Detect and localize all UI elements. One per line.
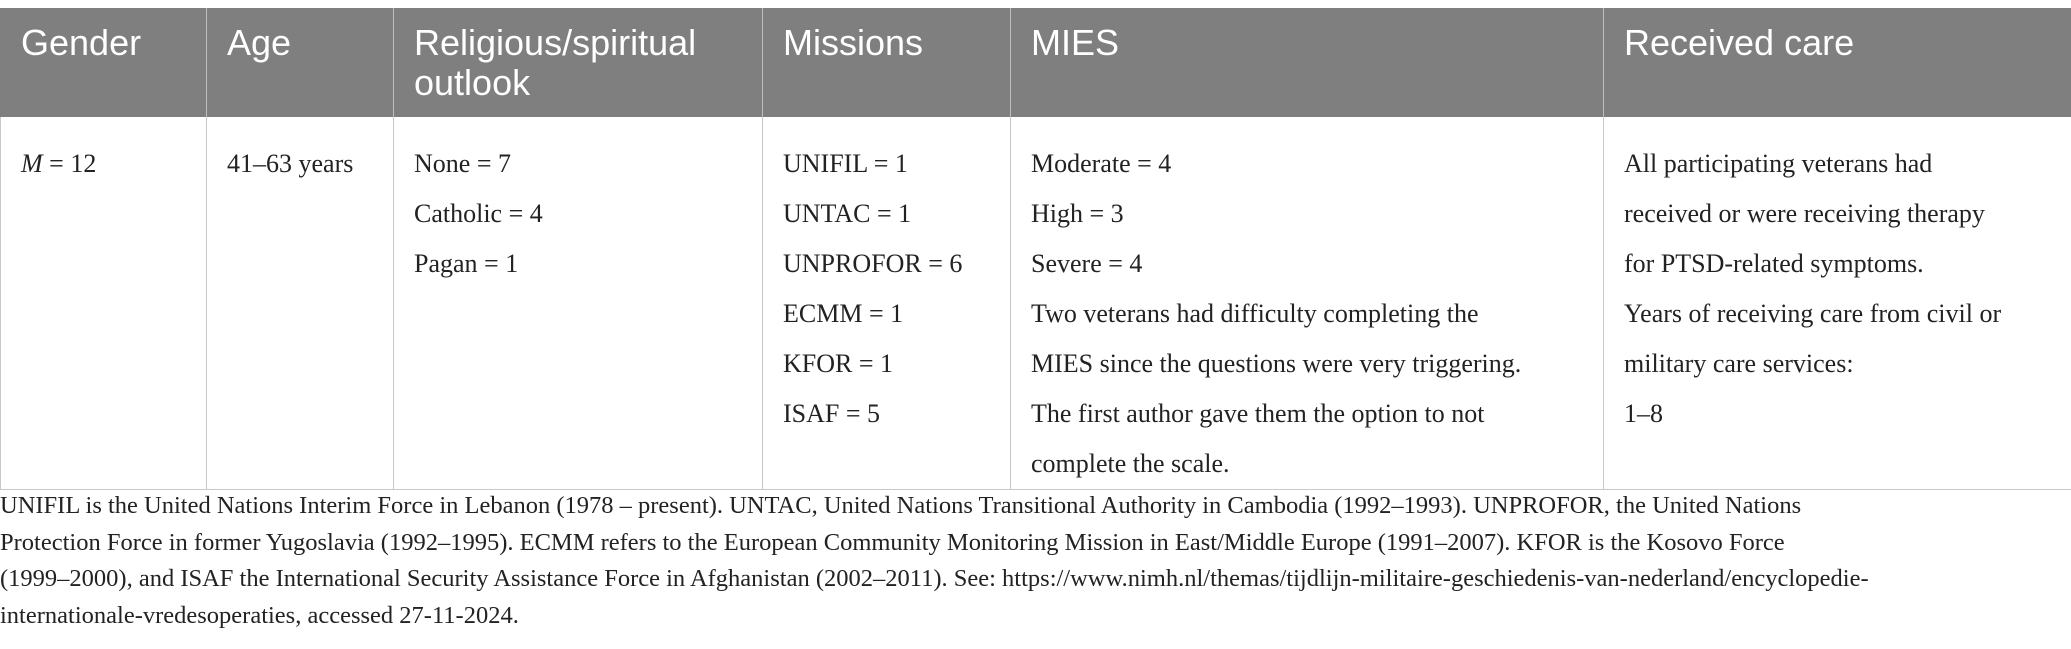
mies-line: The first author gave them the option to not bbox=[1031, 399, 1485, 428]
footnote-line: UNIFIL is the United Nations Interim Force in Lebanon (1978 – present). UNTAC, United Nations Transitional Authority in Cambodia (1992–1993). UNPROFOR, the United Nations bbox=[0, 492, 1802, 519]
header-received-care: Received care bbox=[1604, 8, 2071, 117]
table-header-row bbox=[1, 8, 2071, 117]
cell-age bbox=[207, 117, 394, 490]
care-line: Years of receiving care from civil or bbox=[1624, 299, 2002, 328]
mies-line: MIES since the questions were very triggering. bbox=[1031, 349, 1522, 378]
mies-line: High = 3 bbox=[1031, 199, 1124, 228]
religious-item: Catholic = 4 bbox=[414, 199, 543, 228]
header-gender: Gender bbox=[1, 8, 207, 117]
mies-line: Moderate = 4 bbox=[1031, 149, 1172, 178]
header-religious-outlook: Religious/spiritual outlook bbox=[394, 8, 763, 117]
religious-item: Pagan = 1 bbox=[414, 249, 519, 278]
footnote-line: (1999–2000), and ISAF the International Security Assistance Force in Afghanistan (2002–2011). See: https://www.nimh.nl/themas/tijdlijn-militaire-geschiedenis-van-nederland/encyclopedie- bbox=[0, 565, 1869, 592]
religious-item: None = 7 bbox=[414, 149, 511, 178]
gender-symbol: M bbox=[21, 149, 43, 178]
care-line: All participating veterans had bbox=[1624, 149, 1933, 178]
mission-item: UNIFIL = 1 bbox=[783, 149, 908, 178]
table-footnote bbox=[0, 488, 2060, 634]
cell-received-care bbox=[1604, 117, 2071, 490]
demographics-table bbox=[0, 8, 2071, 490]
gender-value: = 12 bbox=[42, 149, 97, 178]
cell-religious-outlook bbox=[394, 117, 763, 490]
care-line: for PTSD-related symptoms. bbox=[1624, 249, 1924, 278]
table-row bbox=[1, 117, 2071, 490]
care-line: 1–8 bbox=[1624, 399, 1663, 428]
footnote-line: Protection Force in former Yugoslavia (1992–1995). ECMM refers to the European Community Monitoring Mission in East/Middle Europe (1991–2007). KFOR is the Kosovo Force bbox=[0, 528, 1785, 556]
footnote-line: internationale-vredesoperaties, accessed 27-11-2024. bbox=[0, 601, 519, 629]
age-value: 41–63 years bbox=[227, 149, 354, 178]
cell-missions bbox=[763, 117, 1011, 490]
cell-mies bbox=[1011, 117, 1604, 490]
mission-item: ISAF = 5 bbox=[783, 399, 881, 428]
mission-item: UNTAC = 1 bbox=[783, 199, 912, 228]
header-age: Age bbox=[207, 8, 394, 117]
care-line: military care services: bbox=[1624, 349, 1854, 378]
demographics-table-container bbox=[0, 8, 2071, 490]
mies-line: Severe = 4 bbox=[1031, 249, 1143, 278]
header-missions: Missions bbox=[763, 8, 1011, 117]
mies-line: complete the scale. bbox=[1031, 449, 1230, 478]
mission-item: KFOR = 1 bbox=[783, 349, 894, 378]
care-line: received or were receiving therapy bbox=[1624, 199, 1985, 228]
cell-gender bbox=[1, 117, 207, 490]
mies-line: Two veterans had difficulty completing the bbox=[1031, 299, 1479, 328]
header-mies: MIES bbox=[1011, 8, 1604, 117]
mission-item: UNPROFOR = 6 bbox=[783, 249, 963, 278]
mission-item: ECMM = 1 bbox=[783, 299, 904, 328]
